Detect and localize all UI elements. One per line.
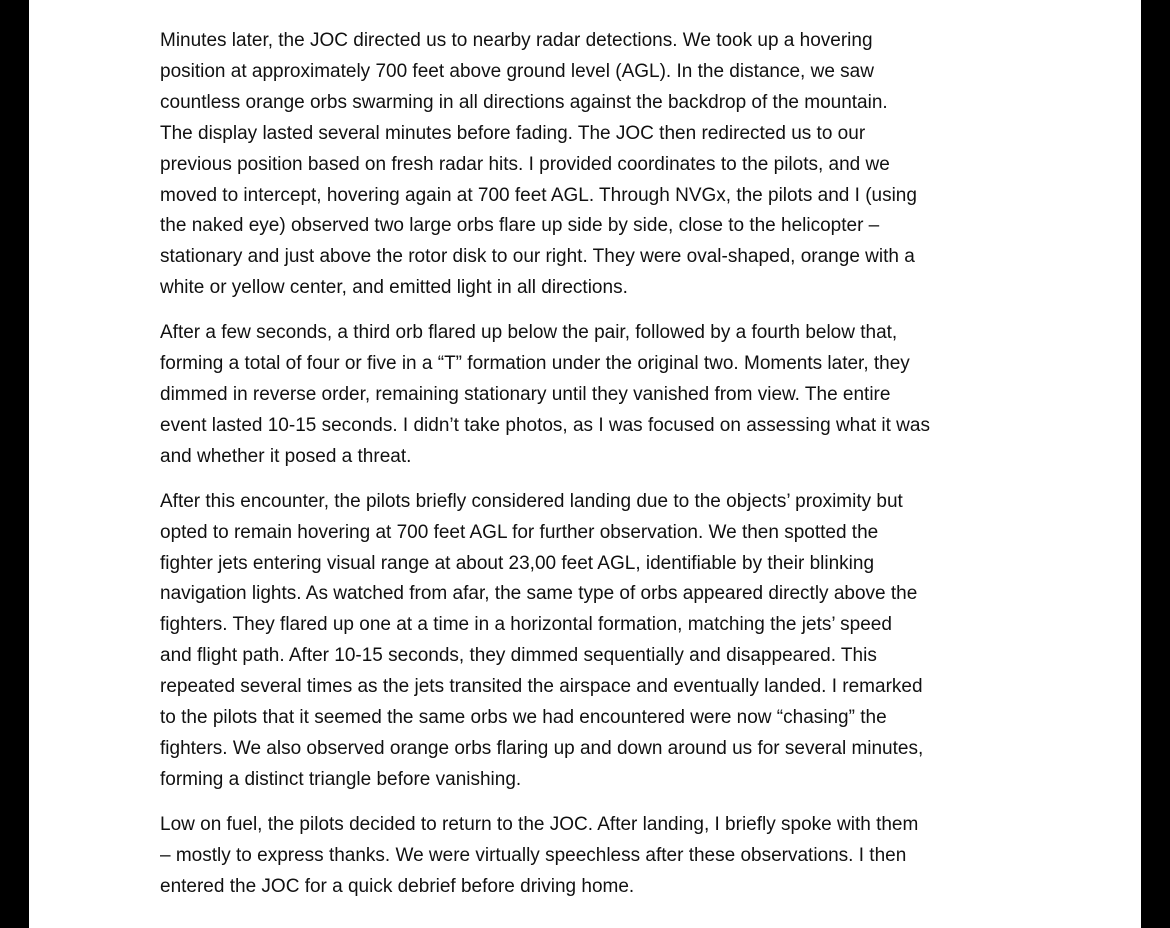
paragraph-2: After a few seconds, a third orb flared up below the pair, followed by a fourth below that, forming a total of four or five in a “T” formation under the original two. Moments later, they dimmed in reverse order, remaining stationary until they vanished from view. The entire event lasted 10-15 seconds. I didn’t take photos, as I was focused on assessing what it was and whether it posed a threat. [160, 322, 930, 467]
paragraph-1: Minutes later, the JOC directed us to nearby radar detections. We took up a hovering position at approximately 700 feet above ground level (AGL). In the distance, we saw countless orange orbs swarming in all directions against the backdrop of the mountain. The display lasted several minutes before fading. The JOC then redirected us to our previous position based on fresh radar hits. I provided coordinates to the pilots, and we moved to intercept, hovering again at 700 feet AGL. Through NVGx, the pilots and I (using the naked eye) observed two large orbs flare up side by side, close to the helicopter – stationary and just above the rotor disk to our right. They were oval-shaped, orange with a white or yellow center, and emitted light in all directions. [160, 30, 917, 299]
paragraph-4: Low on fuel, the pilots decided to return to the JOC. After landing, I briefly spoke with them – mostly to express thanks. We were virtually speechless after these observations. I then entered the JOC for a quick debrief before driving home. [160, 813, 919, 897]
document-page [29, 0, 1141, 928]
paragraph-3: After this encounter, the pilots briefly considered landing due to the objects’ proximity but opted to remain hovering at 700 feet AGL for further observation. We then spotted the fighter jets entering visual range at about 23,00 feet AGL, identifiable by their blinking navigation lights. As watched from afar, the same type of orbs appeared directly above the fighters. They flared up one at a time in a horizontal formation, matching the jets’ speed and flight path. After 10-15 seconds, they dimmed sequentially and disappeared. This repeated several times as the jets transited the airspace and eventually landed. I remarked to the pilots that it seemed the same orbs we had encountered were now “chasing” the fighters. We also observed orange orbs flaring up and down around us for several minutes, forming a distinct triangle before vanishing. [160, 490, 924, 790]
document-body [160, 26, 1020, 916]
